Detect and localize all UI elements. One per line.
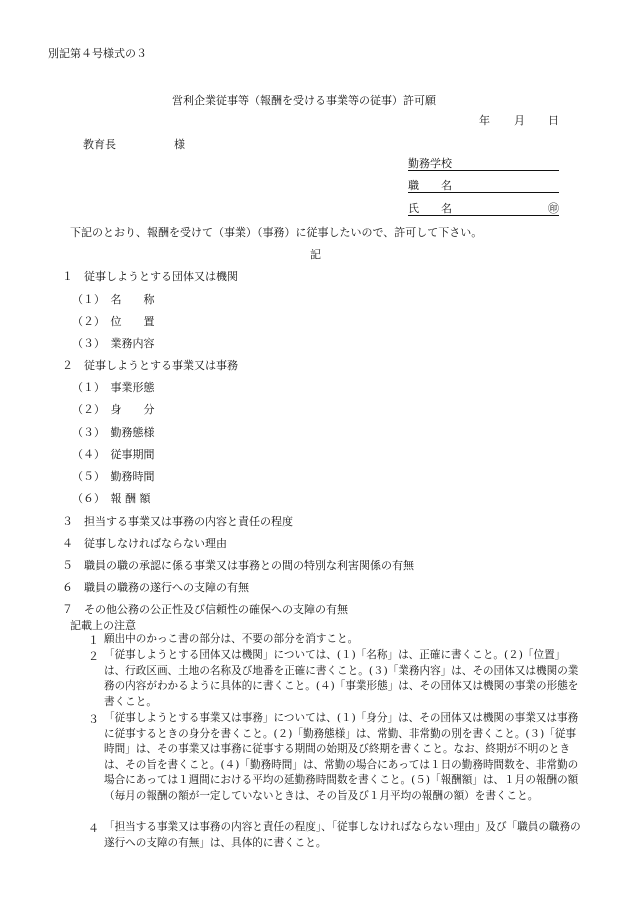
- note-text: 「担当する事業又は事務の内容と責任の程度」、「従事しなければならない理由」及び「職員の職務の遂行への支障の有無」は、具体的に書くこと。: [104, 821, 581, 849]
- form-label: 別記第４号様式の３: [48, 47, 147, 60]
- section-2-item: （４） 従事期間: [72, 448, 155, 461]
- section-1-item: （３） 業務内容: [72, 337, 155, 350]
- note-text: 「従事しようとする団体又は機関」については、(１)「名称」は、正確に書くこと。(２)「位置」は、行政区画、土地の名称及び地番を正確に書くこと。(３)「業務内容」は、その団体又は機関の業務の内容がわかるように具体的に書くこと。(４)「事業形態」は、その団体又は機関の事業の形態を書くこと。: [104, 649, 579, 708]
- section-7: ７ その他公務の公正性及び信頼性の確保への支障の有無: [62, 603, 348, 616]
- school-label: 勤務学校: [408, 157, 452, 170]
- seal-mark: ㊞: [548, 202, 559, 215]
- section-2-item: （５） 勤務時間: [72, 470, 155, 483]
- intro-text: 下記のとおり、報酬を受けて（事業）（事務）に従事したいので、許可して下さい。: [70, 226, 483, 239]
- note-number: ３: [88, 713, 99, 726]
- name-label: 氏 名: [408, 202, 452, 215]
- section-2-item: （６） 報 酬 額: [72, 492, 151, 505]
- section-2-item: （１） 事業形態: [72, 381, 155, 394]
- ki-heading: 記: [310, 248, 321, 261]
- date-day: 日: [548, 114, 559, 127]
- document-title: 営利企業従事等（報酬を受ける事業等の従事）許可願: [172, 94, 436, 107]
- school-field[interactable]: [408, 155, 559, 171]
- note-text: 願出中のかっこ書の部分は、不要の部分を消すこと。: [104, 633, 359, 645]
- section-5: ５ 職員の職の承認に係る事業又は事務との間の特別な利害関係の有無: [62, 559, 414, 572]
- note-text: 「従事しようとする事業又は事務」については、(１)「身分」は、その団体又は機関の事業又は事務に従事するときの身分を書くこと。(２)「勤務態様」は、常勤、非常勤の別を書くこと。(３)「従事時間」は、その事業又は事務に従事する期間の始期及び終期を書くこと。なお、終期が不明のときは、その旨を書くこと。(４)「勤務時間」は、常勤の場合にあっては１日の勤務時間数を、非常勤の場合にあっては１週間における平均の延勤務時間数を書くこと。(５)「報酬額」は、１月の報酬の額（毎月の報酬の額が一定していないときは、その旨及び１月平均の報酬の額）を書くこと。: [104, 712, 579, 802]
- section-6: ６ 職員の職務の遂行への支障の有無: [62, 581, 249, 594]
- section-2-title: ２ 従事しようとする事業又は事務: [62, 359, 238, 372]
- section-1-title: １ 従事しようとする団体又は機関: [62, 270, 238, 283]
- section-1-item: （１） 名 称: [72, 293, 155, 306]
- addressee-honorific: 様: [174, 138, 185, 151]
- section-4: ４ 従事しなければならない理由: [62, 537, 227, 550]
- section-1-item: （２） 位 置: [72, 315, 155, 328]
- notes-heading: 記載上の注意: [70, 619, 136, 632]
- date-month: 月: [514, 114, 525, 127]
- note-number: １: [88, 634, 99, 647]
- section-2-item: （２） 身 分: [72, 403, 155, 416]
- name-field[interactable]: [408, 200, 559, 216]
- job-title-field[interactable]: [408, 177, 559, 193]
- section-2-item: （３） 勤務態様: [72, 426, 155, 439]
- addressee: 教育長: [83, 138, 116, 151]
- section-3: ３ 担当する事業又は事務の内容と責任の程度: [62, 515, 293, 528]
- note-number: ４: [88, 822, 99, 835]
- date-year: 年: [479, 114, 490, 127]
- note-number: ２: [88, 650, 99, 663]
- job-title-label: 職 名: [408, 179, 452, 192]
